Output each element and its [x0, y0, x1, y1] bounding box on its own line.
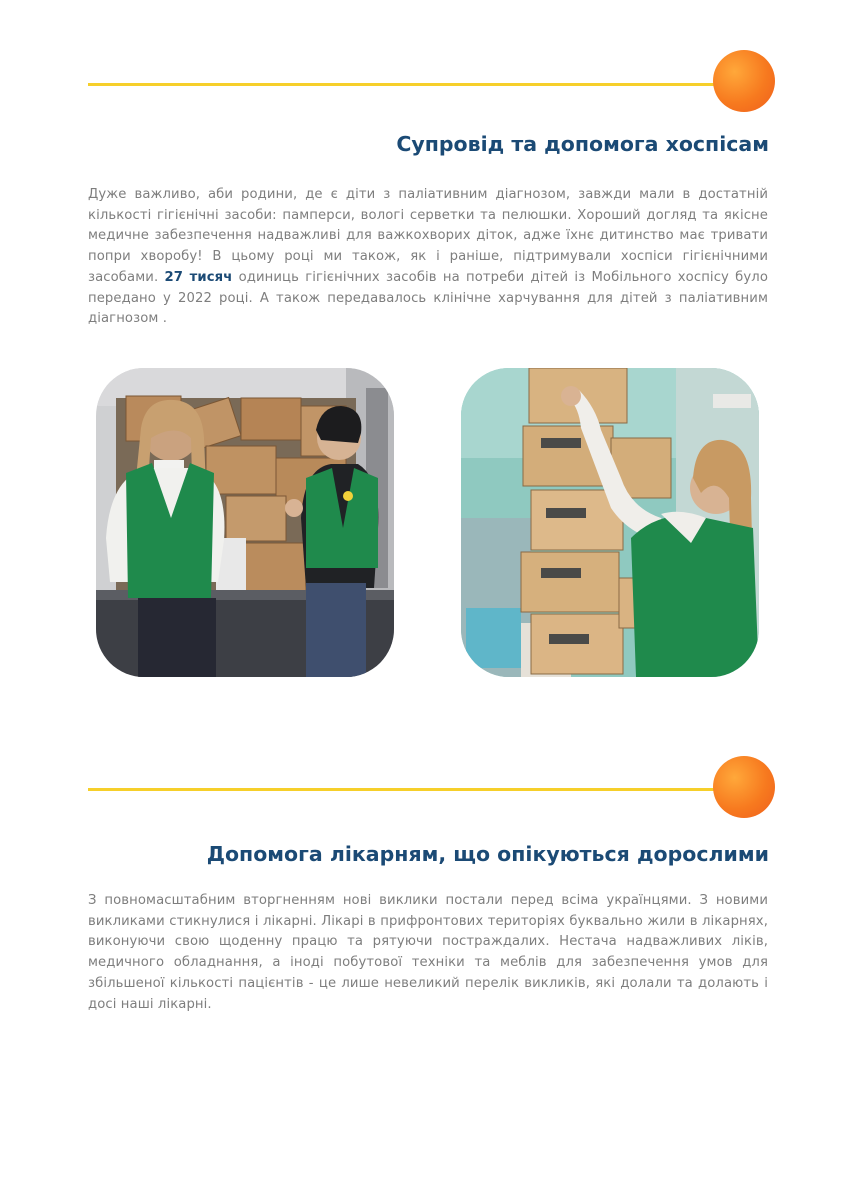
section1-heading: Супровід та допомога хоспісам: [396, 132, 769, 156]
section2-heading: Допомога лікарням, що опікуються дорослими: [206, 842, 769, 866]
section1-orange-dot: [713, 50, 775, 112]
highlight-27-thousand: 27 тисяч: [164, 269, 233, 285]
section2-divider-line: [88, 788, 718, 791]
photo-volunteers-van: [96, 368, 394, 677]
photo-volunteer-stacking-boxes: [461, 368, 759, 677]
section1-paragraph-part1: Дуже важливо, аби родини, де є діти з паліативним діагнозом, завжди мали в достатній кількості гігієнічні засоби: памперси, вологі серветки та пелюшки. Хороший догляд та якісне медичне забезпечення надважливі для важкохворих діток, адже їхнє дитинство має тривати попри хворобу! В цьому році ми також, як і раніше, підтримували хоспіси гігієнічними засобами.: [88, 187, 768, 285]
section1-paragraph-part2: одиниць гігієнічних засобів на потреби дітей із Мобільного хоспісу було передано у 2022 році. А також передавалось клінічне харчування для дітей з паліативним діагнозом .: [88, 269, 768, 327]
section2-paragraph: З повномасштабним вторгненням нові виклики постали перед всіма українцями. З новими викликами стикнулися і лікарні. Лікарі в прифронтових територіях буквально жили в лікарнях, виконуючи свою щоденну працю та рятуючи постраждалих. Нестача надважливих ліків, медичного обладнання, а іноді побутової техніки та меблів для забезпечення умов для збільшеної кількості пацієнтів - це лише невеликий перелік викликів, які долали та долають і досі наші лікарні.: [88, 893, 768, 1012]
section1-divider-line: [88, 83, 718, 86]
section2-orange-dot: [713, 756, 775, 818]
section1-paragraph: [88, 185, 768, 330]
